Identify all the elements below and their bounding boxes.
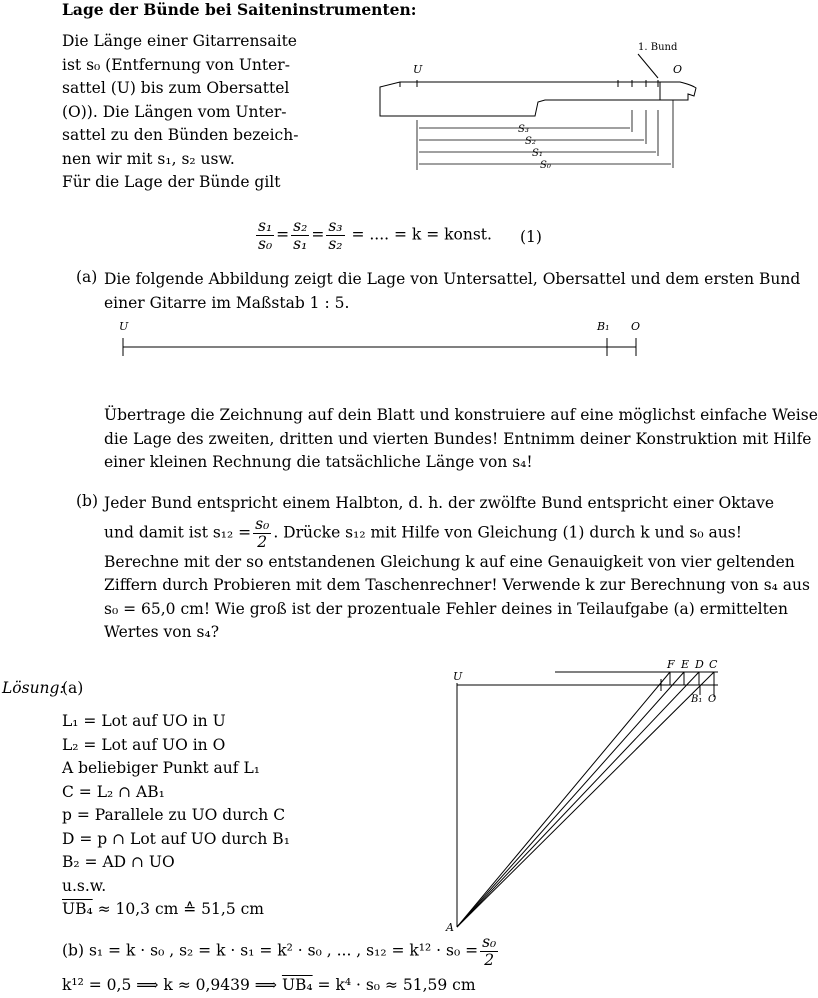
intro-line: Für die Lage der Bünde gilt	[62, 173, 281, 191]
fraction: $\frac{\text{s₀}}{2}$	[482, 933, 497, 969]
solution-step: C = L₂ ∩ AB₁	[62, 782, 165, 801]
part-a-line: einer Gitarre im Maßstab 1 : 5.	[104, 293, 350, 312]
part-a-line: Übertrage die Zeichnung auf dein Blatt und konstruiere auf eine möglichst einfache Weise	[104, 406, 818, 424]
equation-tail: = .... = k = konst.	[351, 225, 492, 244]
part-b-line: s₀ = 65,0 cm! Wie groß ist der prozentuale Fehler deines in Teilaufgabe (a) ermittelten	[104, 599, 788, 618]
part-b-line: Berechne mit der so entstandenen Gleichung k auf eine Genauigkeit von vier geltenden	[104, 552, 795, 571]
label-first-fret: 1. Bund	[638, 42, 678, 53]
solution-step: D = p ∩ Lot auf UO durch B₁	[62, 829, 290, 848]
solution-step: A beliebiger Punkt auf L₁	[62, 759, 260, 777]
guitar-neck	[380, 82, 696, 116]
guitar-diagram	[370, 30, 710, 180]
solution-step: p = Parallele zu UO durch C	[62, 806, 286, 824]
part-b-line: Wertes von s₄?	[104, 623, 220, 641]
intro-line: nen wir mit s₁, s₂ usw.	[62, 149, 235, 168]
solution-step: B₂ = AD ∩ UO	[62, 853, 175, 871]
fraction: $\frac{\text{s₂}}{\text{s₁}}$	[293, 217, 308, 253]
part-a-text	[104, 268, 800, 315]
solution-a-marker: (a)	[62, 679, 84, 697]
label-u: U	[413, 63, 423, 76]
line-ae	[457, 672, 684, 927]
solution-b-line: (b) s₁ = k · s₀ , s₂ = k · s₁ = k² · s₀ , ... , s₁₂ = k¹² · s₀ = $\frac{\text{s₀}}{2}$	[62, 933, 497, 969]
equation-1: $\frac{\text{s₁}}{\text{s₀}}$ = $\frac{\text{s₂}}{\text{s₁}}$ = $\frac{\text{s₃}}{\text{s₂}}$ = .... = k = konst.	[258, 217, 492, 253]
label-s0: S₀	[540, 160, 551, 171]
intro-line: Die Länge einer Gitarrensaite	[62, 32, 297, 50]
equation-number: (1)	[520, 228, 542, 246]
part-a-line: Die folgende Abbildung zeigt die Lage von Untersattel, Obersattel und dem ersten Bund	[104, 270, 801, 288]
fraction: $\frac{\text{s₀}}{2}$	[255, 514, 270, 551]
part-a-marker: (a)	[76, 268, 98, 286]
intro-line: sattel (U) bis zum Obersattel	[62, 79, 290, 97]
part-a-line: einer kleinen Rechnung die tatsächliche Länge von s₄!	[104, 453, 533, 471]
fraction: $\frac{\text{s₃}}{\text{s₂}}$	[328, 217, 343, 253]
solution-step: L₂ = Lot auf UO in O	[62, 735, 226, 754]
scale-label-b1: B₁	[597, 320, 610, 333]
line-ad	[457, 672, 699, 927]
part-a-line: die Lage des zweiten, dritten und vierten Bundes! Entnimm deiner Konstruktion mit Hilfe	[104, 429, 812, 448]
scale-label-o: O	[631, 320, 641, 333]
part-b-marker: (b)	[76, 492, 99, 510]
part-a-text-2	[104, 404, 818, 475]
solution-step: u.s.w.	[62, 876, 107, 895]
intro-line: sattel zu den Bünden bezeich-	[62, 126, 299, 144]
fraction: $\frac{\text{s₁}}{\text{s₀}}$	[258, 217, 273, 253]
line-af	[457, 672, 670, 927]
solution-steps	[62, 710, 290, 922]
solution-c-line: k¹² = 0,5 ⟹ k ≈ 0,9439 ⟹ UB₄ = k⁴ · s₀ ≈ 51,59 cm	[62, 976, 476, 994]
label-d: D	[695, 658, 704, 671]
solution-label: Lösung:	[2, 679, 65, 697]
solution-step: L₁ = Lot auf UO in U	[62, 712, 226, 730]
part-b-line: und damit ist s₁₂ = $\frac{\text{s₀}}{2}$ . Drücke s₁₂ mit Hilfe von Gleichung (1) durch k und s₀ aus!	[104, 514, 742, 551]
line-ac	[457, 672, 717, 927]
part-b-line: Jeder Bund entspricht einem Halbton, d. h. der zwölfte Bund entspricht einer Oktave	[104, 494, 775, 512]
label-f: F	[667, 658, 675, 671]
intro-line: ist s₀ (Entfernung von Unter-	[62, 55, 290, 74]
page-title: Lage der Bünde bei Saiteninstrumenten:	[62, 0, 417, 19]
label-u: U	[453, 670, 463, 683]
part-b-text	[104, 492, 810, 645]
label-a: A	[446, 921, 454, 934]
intro-paragraph	[62, 30, 298, 195]
scale-label-u: U	[119, 320, 129, 333]
label-b1: B₁	[691, 694, 703, 705]
part-b-line: Ziffern durch Probieren mit dem Taschenrechner! Verwende k zur Berechnung von s₄ aus	[104, 576, 810, 594]
label-o: O	[673, 63, 683, 76]
label-c: C	[709, 658, 718, 671]
label-s2: S₂	[525, 136, 536, 147]
label-o: O	[708, 694, 717, 705]
scale-lines	[123, 338, 636, 356]
label-e: E	[681, 658, 690, 671]
label-s3: S₃	[518, 124, 529, 135]
construction-diagram	[440, 655, 730, 935]
solution-result-a: UB₄ ≈ 10,3 cm ≙ 51,5 cm	[62, 900, 264, 918]
intro-line: (O)). Die Längen vom Unter-	[62, 102, 287, 121]
label-s1: S₁	[532, 148, 543, 159]
scale-drawing	[110, 318, 650, 363]
